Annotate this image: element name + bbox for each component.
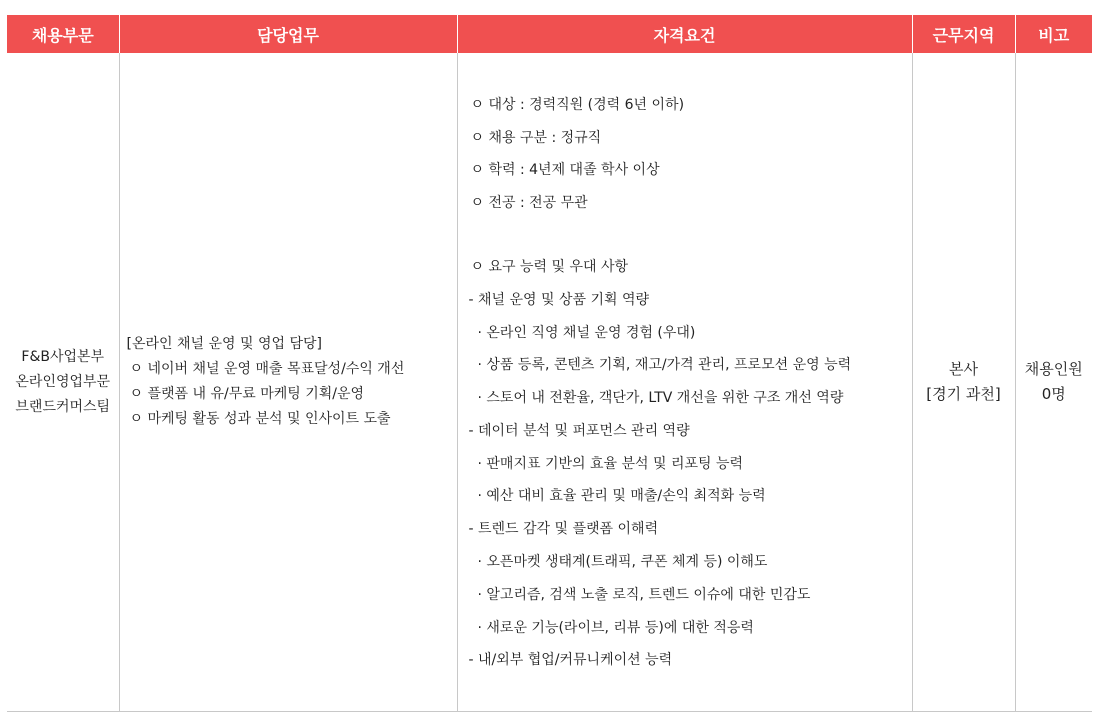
header-row [7, 15, 1092, 53]
department-line: 브랜드커머스팀 [15, 398, 111, 415]
location-line: [경기 과천] [926, 385, 1001, 403]
header-department: 채용부문 [7, 15, 119, 53]
qualification-item: ㅇ 채용 구분 : 정규직 [470, 129, 602, 146]
ability-item: · 스토어 내 전환율, 객단가, LTV 개선을 위한 구조 개선 역량 [477, 390, 844, 407]
abilities-title: ㅇ 요구 능력 및 우대 사항 [470, 258, 628, 275]
department-line: F&B사업본부 [21, 348, 105, 365]
duty-item: ㅇ 플랫폼 내 유/무료 마케팅 기획/운영 [129, 386, 365, 402]
duty-item: ㅇ 마케팅 활동 성과 분석 및 인사이트 도출 [129, 411, 391, 427]
location-cell [912, 53, 1015, 712]
duties-title: [온라인 채널 운영 및 영업 담당] [126, 336, 322, 352]
table-row [7, 53, 1092, 712]
ability-item: · 오픈마켓 생태계(트래픽, 쿠폰 체계 등) 이해도 [477, 554, 768, 571]
department-line: 온라인영업부문 [15, 373, 111, 390]
ability-section-title: - 데이터 분석 및 퍼포먼스 관리 역량 [468, 422, 690, 439]
note-line: 채용인원 [1024, 360, 1083, 378]
ability-item: · 알고리즘, 검색 노출 로직, 트렌드 이슈에 대한 민감도 [477, 586, 811, 603]
ability-item: · 온라인 직영 채널 운영 경험 (우대) [477, 324, 696, 341]
header-location: 근무지역 [912, 15, 1015, 53]
ability-item: · 새로운 기능(라이브, 리뷰 등)에 대한 적응력 [477, 619, 754, 636]
qualification-item: ㅇ 학력 : 4년제 대졸 학사 이상 [470, 162, 660, 179]
ability-item: · 판매지표 기반의 효율 분석 및 리포팅 능력 [477, 455, 744, 472]
duty-item: ㅇ 네이버 채널 운영 매출 목표달성/수익 개선 [129, 361, 405, 377]
qualification-item: ㅇ 전공 : 전공 무관 [470, 195, 588, 212]
ability-item: · 상품 등록, 콘텐츠 기획, 재고/가격 관리, 프로모션 운영 능력 [477, 357, 852, 374]
qualification-item: ㅇ 대상 : 경력직원 (경력 6년 이하) [470, 96, 685, 113]
note-line: 0명 [1041, 385, 1066, 403]
ability-item: · 예산 대비 효율 관리 및 매출/손익 최적화 능력 [477, 488, 766, 505]
ability-section-title: - 내/외부 협업/커뮤니케이션 능력 [468, 652, 673, 669]
header-note: 비고 [1015, 15, 1092, 53]
ability-section-title: - 채널 운영 및 상품 기획 역량 [468, 291, 650, 308]
header-duties: 담당업무 [119, 15, 457, 53]
recruitment-table [7, 15, 1092, 712]
qualifications-cell [457, 53, 912, 712]
note-cell [1015, 53, 1092, 712]
department-cell [7, 53, 119, 712]
header-qualifications: 자격요건 [457, 15, 912, 53]
duties-cell [119, 53, 457, 712]
ability-section-title: - 트렌드 감각 및 플랫폼 이해력 [468, 521, 659, 538]
spacer [469, 220, 912, 251]
location-line: 본사 [949, 360, 978, 378]
